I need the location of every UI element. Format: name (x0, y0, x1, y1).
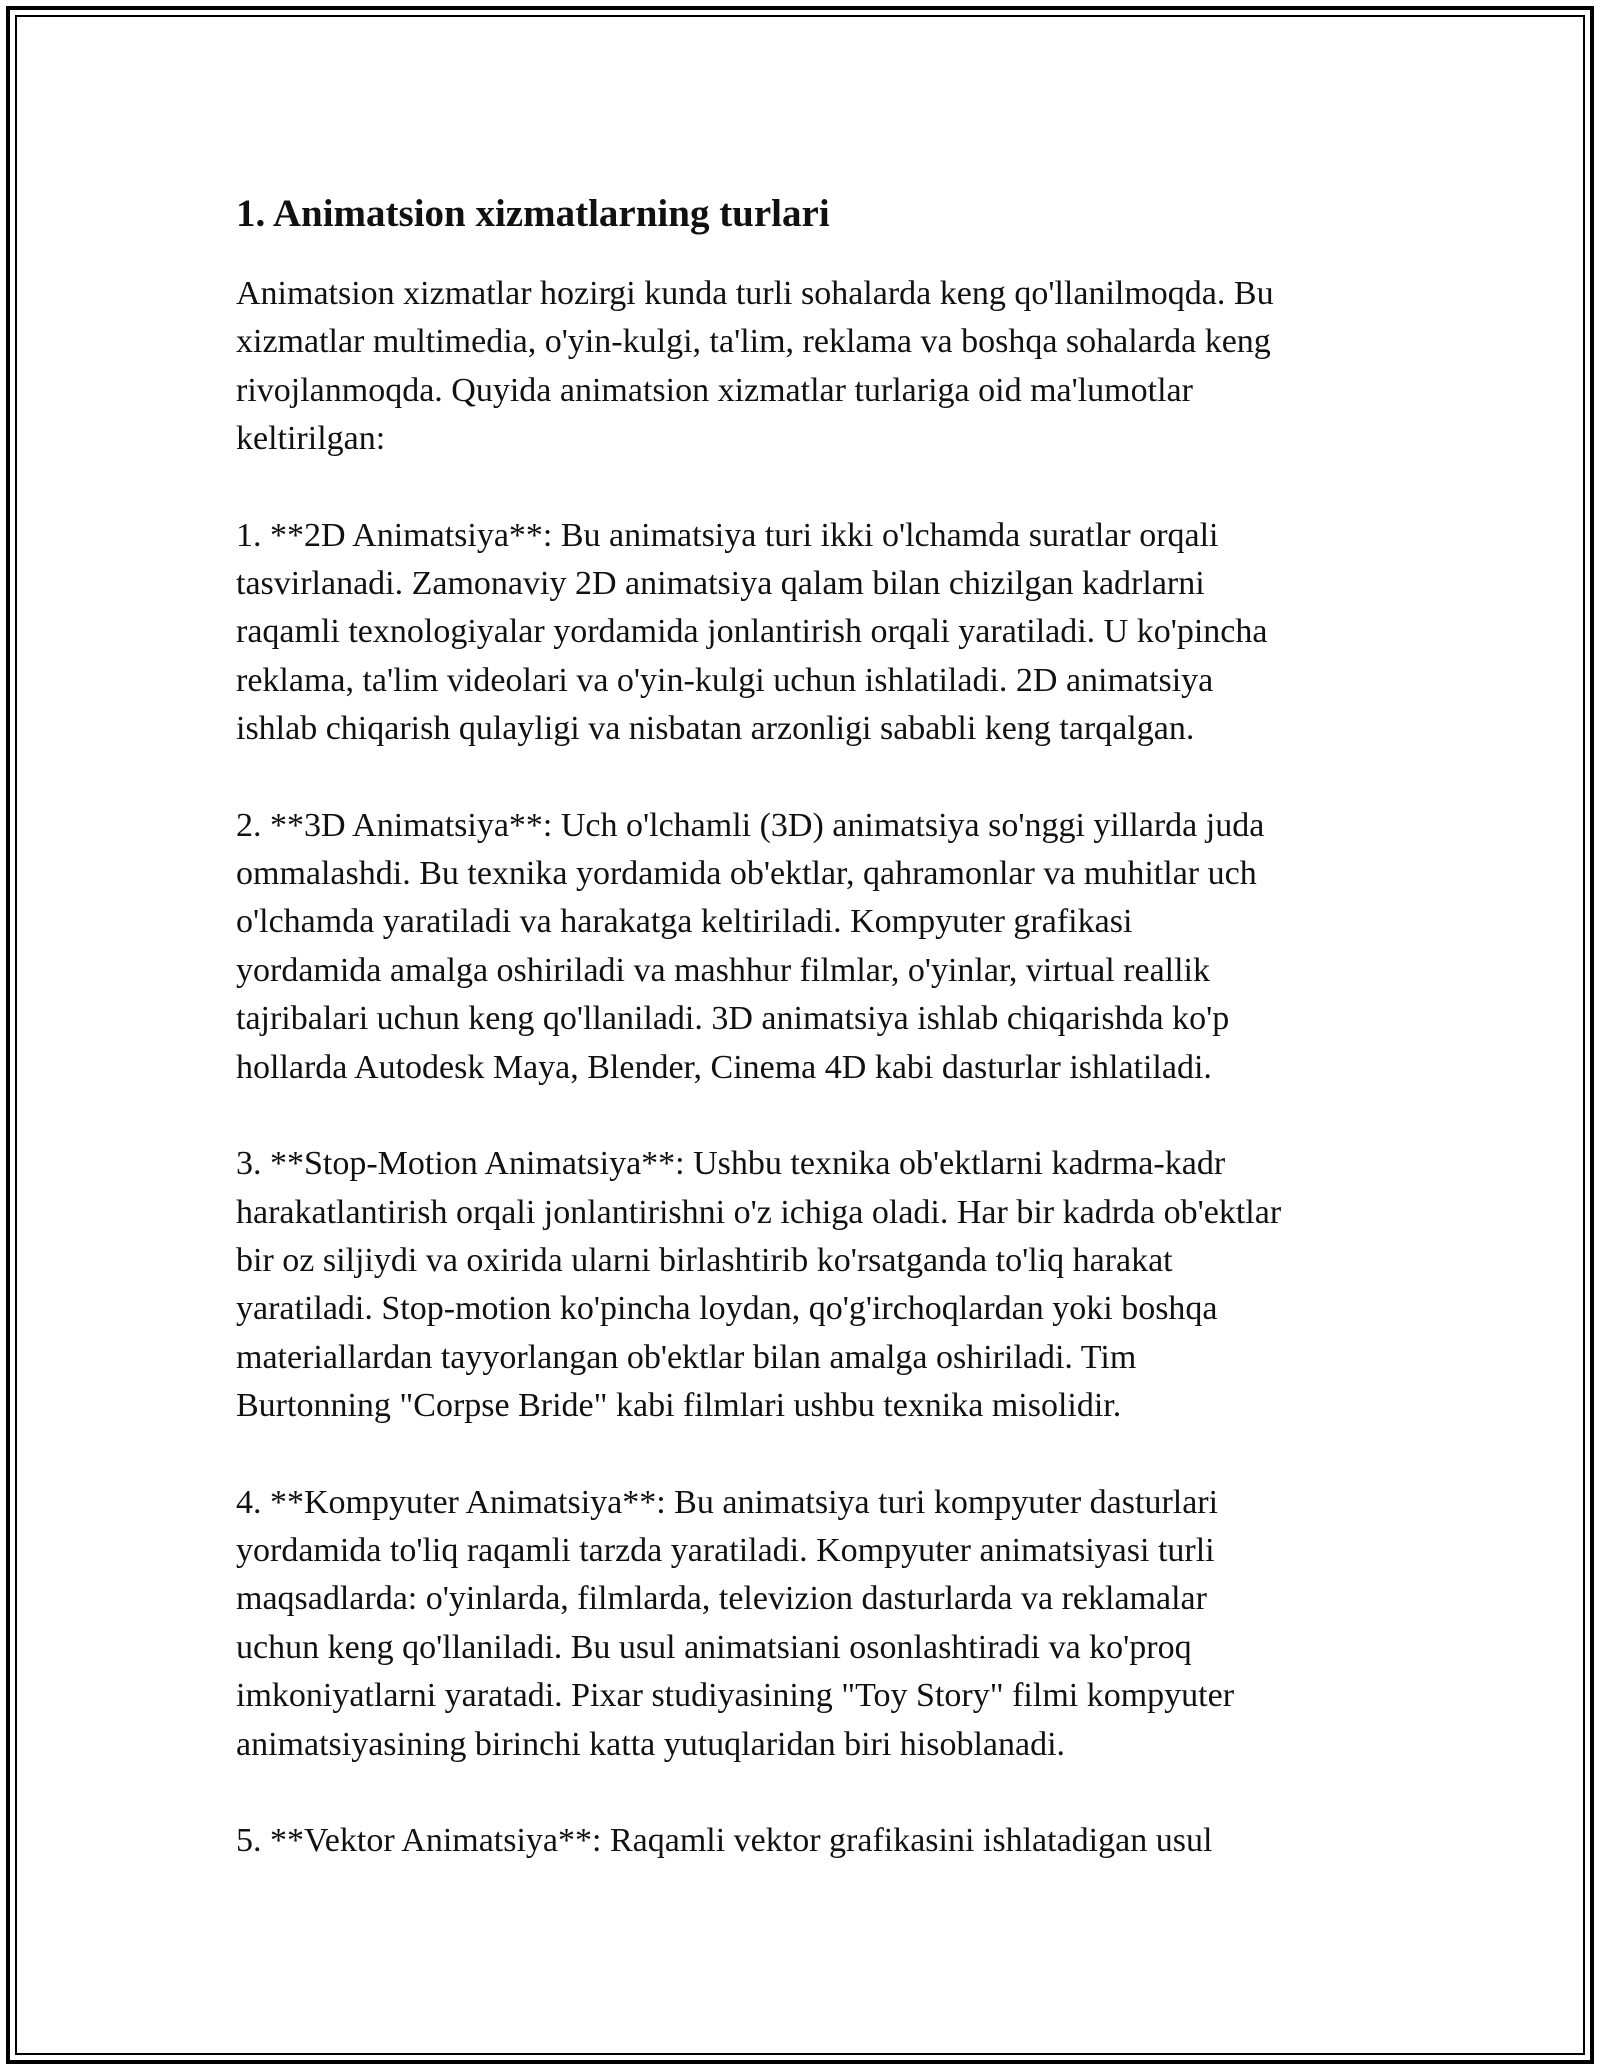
intro-paragraph: Animatsion xizmatlar hozirgi kunda turli sohalarda keng qo'llanilmoqda. Bu xizmatlar multimedia, o'yin-kulgi, ta'lim, reklama va boshqa sohalarda keng rivojlanmoqda. Quyida animatsion xizmatlar turlariga oid ma'lumotlar keltirilgan: (236, 275, 1274, 458)
paragraph-stop-motion-animation: 3. **Stop-Motion Animatsiya**: Ushbu texnika ob'ektlarni kadrma-kadr harakatlantirish orqali jonlantirishni o'z ichiga oladi. Har bir kadrda ob'ektlar bir oz siljiydi va oxirida ularni birlashtirib ko'rsatganda to'liq harakat yaratiladi. Stop-motion ko'pincha loydan, qo'g'irchoqlardan yoki boshqa materiallardan tayyorlangan ob'ektlar bilan amalga oshiriladi. Tim Burtonning "Corpse Bride" kabi filmlari ushbu texnika misolidir. (236, 1145, 1282, 1425)
paragraph-computer-animation: 4. **Kompyuter Animatsiya**: Bu animatsiya turi kompyuter dasturlari yordamida to'liq raqamli tarzda yaratiladi. Kompyuter animatsiyasi turli maqsadlarda: o'yinlarda, filmlarda, televizion dasturlarda va reklamalar uchun keng qo'llaniladi. Bu usul animatsiani osonlashtiradi va ko'proq imkoniyatlarni yaratadi. Pixar studiyasining "Toy Story" filmi kompyuter animatsiyasining birinchi katta yutuqlaridan biri hisoblanadi. (236, 1483, 1235, 1763)
document-body (236, 186, 1386, 1865)
section-heading: 1. Animatsion xizmatlarning turlari (236, 192, 830, 235)
paragraph-3d-animation: 2. **3D Animatsiya**: Uch o'lchamli (3D) animatsiya so'nggi yillarda juda ommalashdi. Bu texnika yordamida ob'ektlar, qahramonlar va muhitlar uch o'lchamda yaratiladi va harakatga keltiriladi. Kompyuter grafikasi yordamida amalga oshiriladi va mashhur filmlar, o'yinlar, virtual reallik tajribalari uchun keng qo'llaniladi. 3D animatsiya ishlab chiqarishda ko'p hollarda Autodesk Maya, Blender, Cinema 4D kabi dasturlar ishlatiladi. (236, 806, 1265, 1086)
paragraph-vector-animation: 5. **Vektor Animatsiya**: Raqamli vektor grafikasini ishlatadigan usul (236, 1821, 1213, 1859)
paragraph-2d-animation: 1. **2D Animatsiya**: Bu animatsiya turi ikki o'lchamda suratlar orqali tasvirlanadi. Zamonaviy 2D animatsiya qalam bilan chizilgan kadrlarni raqamli texnologiyalar yordamida jonlantirish orqali yaratiladi. U ko'pincha reklama, ta'lim videolari va o'yin-kulgi uchun ishlatiladi. 2D animatsiya ishlab chiqarish qulayligi va nisbatan arzonligi sababli keng tarqalgan. (236, 516, 1268, 748)
